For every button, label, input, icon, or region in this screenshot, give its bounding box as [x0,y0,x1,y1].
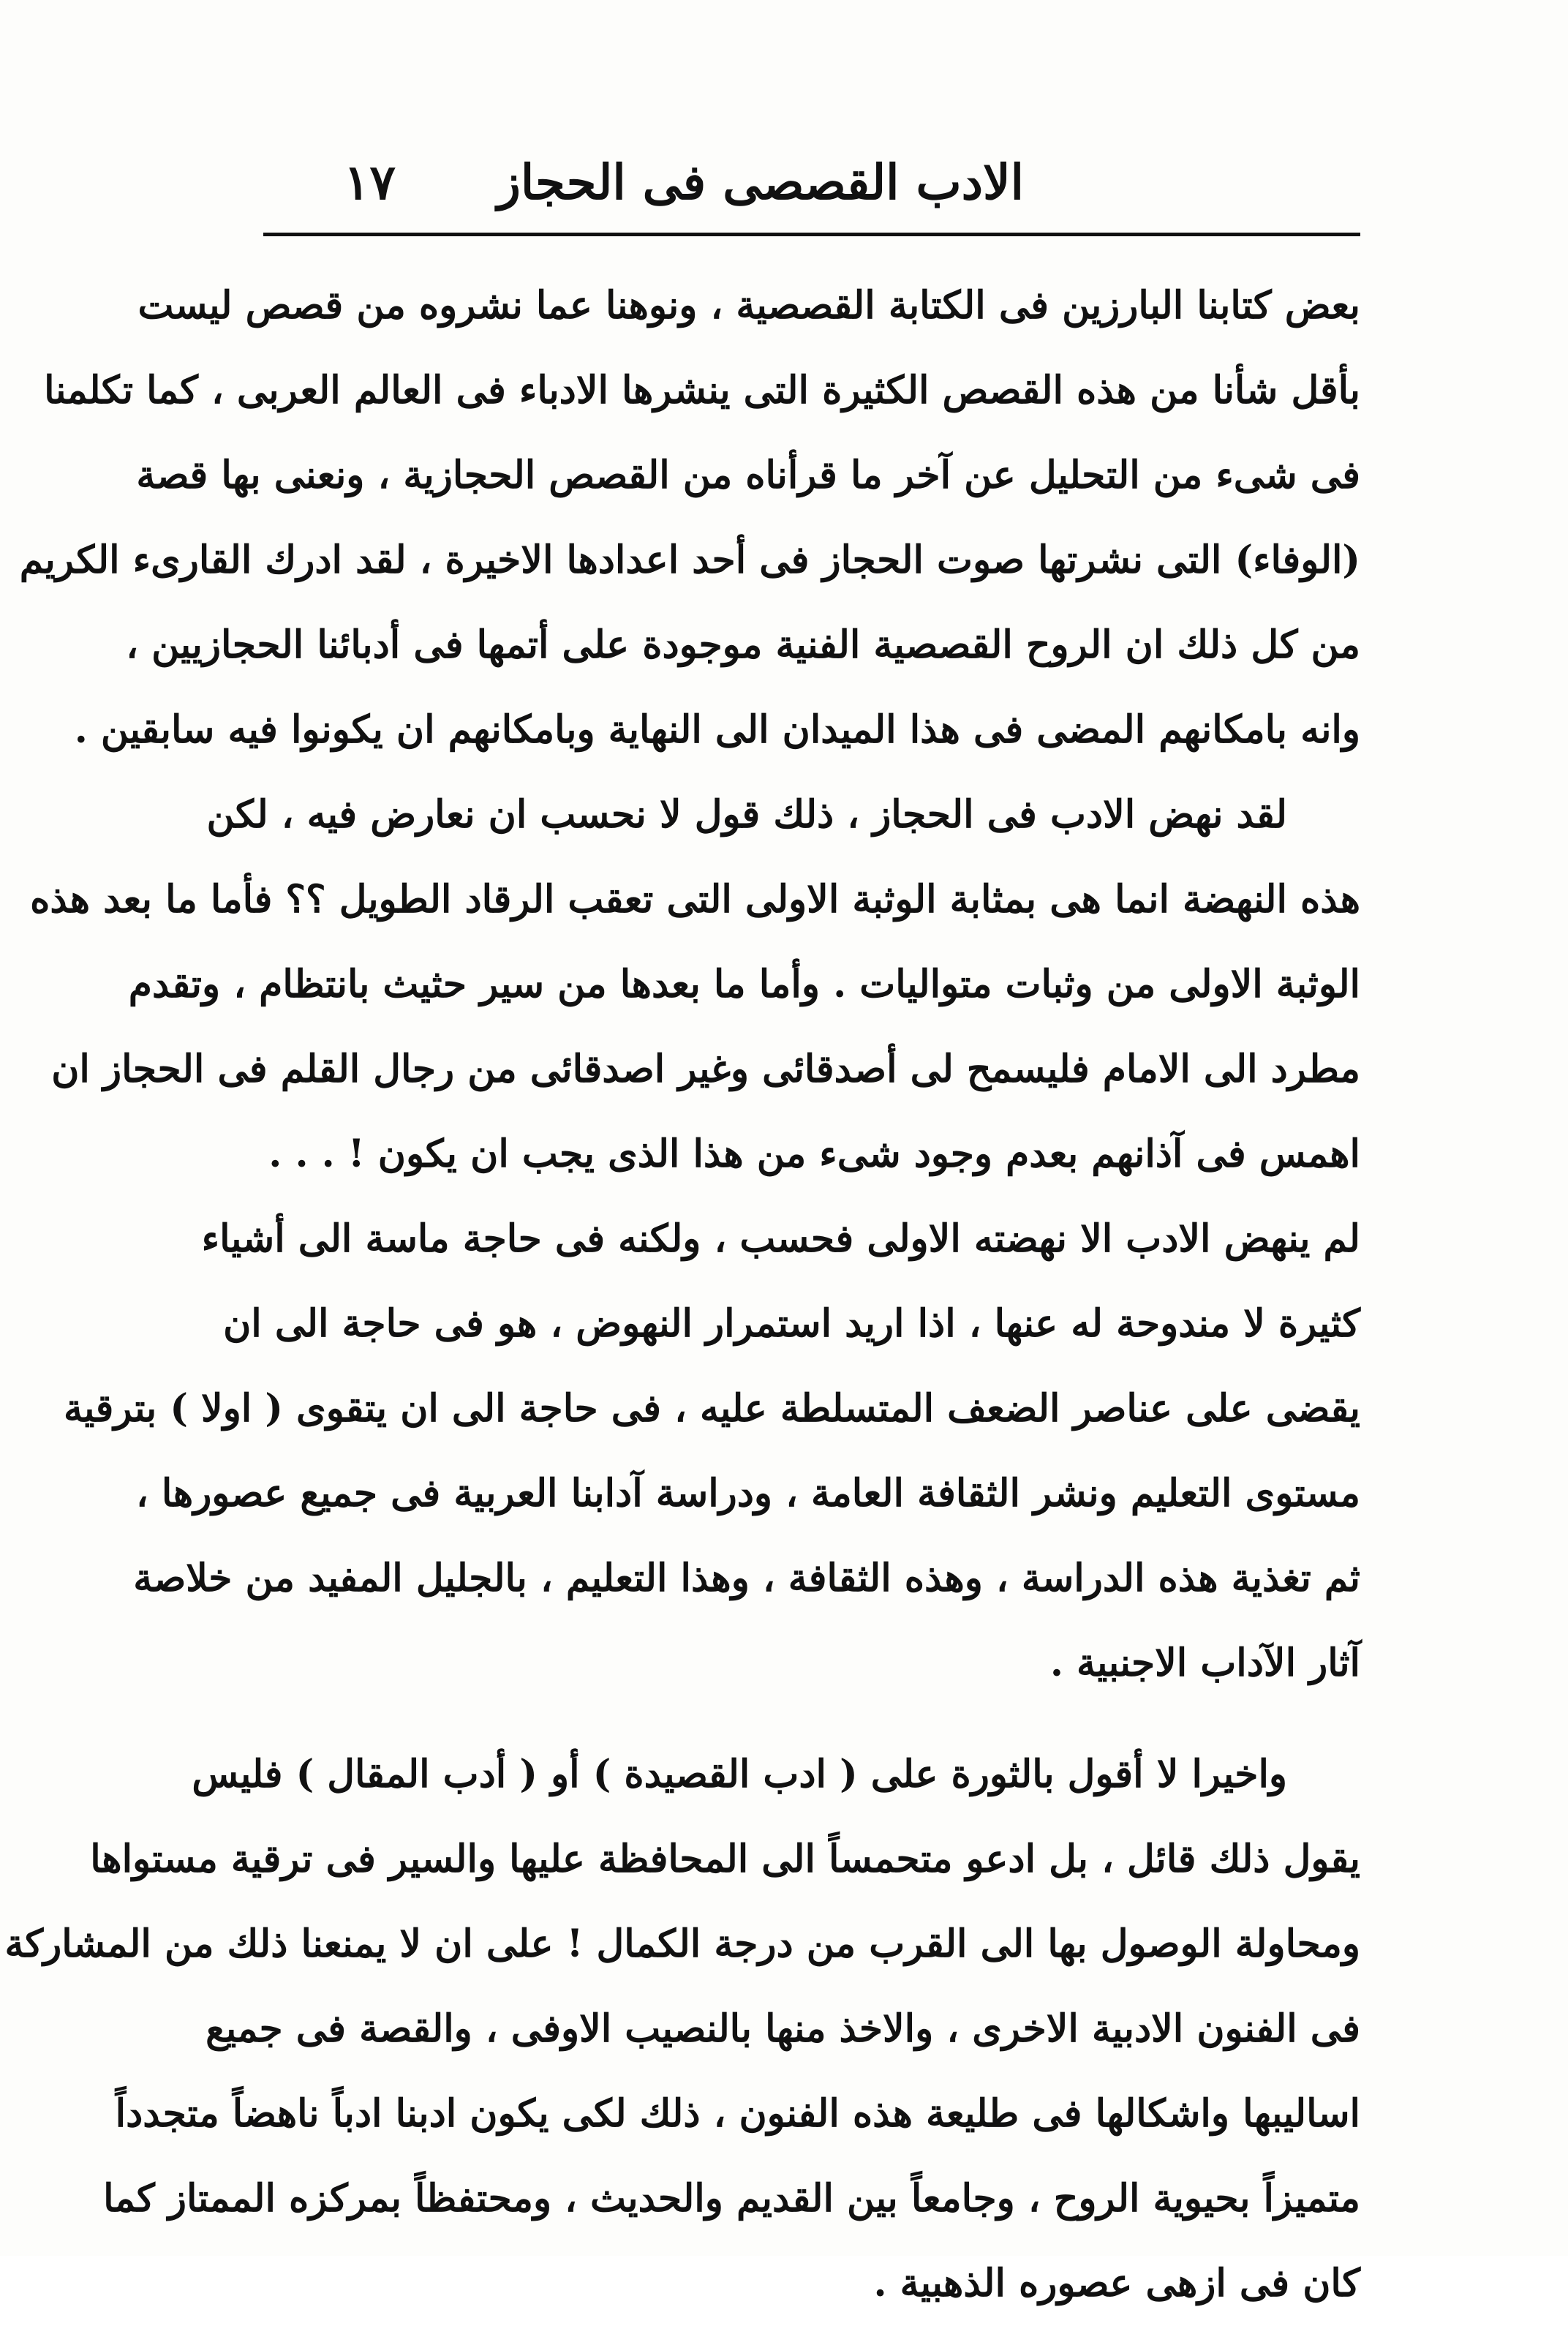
text-line: يقضى على عناصر الضعف المتسلطة عليه ، فى حاجة الى ان يتقوى ( اولا ) بترقية [63,1386,1360,1431]
text-line: كثيرة لا مندوحة له عنها ، اذا اريد استمرار النهوض ، هو فى حاجة الى ان [223,1301,1360,1346]
text-line: مطرد الى الامام فليسمح لى أصدقائى وغير اصدقائى من رجال القلم فى الحجاز ان [51,1047,1360,1091]
paragraph-3 [63,1197,1360,1706]
text-line: فى شىء من التحليل عن آخر ما قرأناه من القصص الحجازية ، ونعنى بها قصة [136,453,1360,497]
text-line: متميزاً بحيوية الروح ، وجامعاً بين القديم والحديث ، ومحتفظاً بمركزه الممتاز كما [103,2176,1360,2221]
text-line: وانه بامكانهم المضى فى هذا الميدان الى النهاية وبامكانهم ان يكونوا فيه سابقين . [74,707,1360,752]
text-line: لم ينهض الادب الا نهضته الاولى فحسب ، ولكنه فى حاجة ماسة الى أشياء [201,1216,1360,1261]
text-line: كان فى ازهى عصوره الذهبية . [873,2261,1360,2306]
paragraph-1 [19,263,1360,772]
body-text [4,263,1360,2326]
text-line: الوثبة الاولى من وثبات متواليات . وأما ما بعدها من سير حثيث بانتظام ، وتقدم [128,962,1360,1006]
running-title: الادب القصصى فى الحجاز [497,154,1024,211]
text-line: اساليبها واشكالها فى طليعة هذه الفنون ، ذلك لكى يكون ادبنا ادباً ناهضاً متجدداً [115,2091,1360,2136]
header-divider [263,233,1360,236]
text-line: ثم تغذية هذه الدراسة ، وهذه الثقافة ، وهذا التعليم ، بالجليل المفيد من خلاصة [133,1556,1360,1600]
text-line: لقد نهض الادب فى الحجاز ، ذلك قول لا نحسب ان نعارض فيه ، لكن [206,792,1287,837]
text-line: مستوى التعليم ونشر الثقافة العامة ، ودراسة آدابنا العربية فى جميع عصورها ، [136,1471,1360,1516]
text-line: ومحاولة الوصول بها الى القرب من درجة الكمال ! على ان لا يمنعنا ذلك من المشاركة [4,1922,1360,1966]
text-line: من كل ذلك ان الروح القصصية الفنية موجودة على أتمها فى أدبائنا الحجازيين ، [126,622,1360,667]
paragraph-spacer [263,1706,1360,1732]
text-line: فى الفنون الادبية الاخرى ، والاخذ منها بالنصيب الاوفى ، والقصة فى جميع [206,2006,1360,2051]
text-line: يقول ذلك قائل ، بل ادعو متحمساً الى المحافظة عليها والسير فى ترقية مستواها [90,1837,1360,1881]
text-line: اهمس فى آذانهم بعدم وجود شىء من هذا الذى يجب ان يكون ! . . . [268,1132,1360,1176]
paragraph-4 [4,1732,1360,2326]
text-line: هذه النهضة انما هى بمثابة الوثبة الاولى التى تعقب الرقاد الطويل ؟؟ فأما ما بعد هذه [30,877,1360,922]
text-line: بعض كتابنا البارزين فى الكتابة القصصية ، ونوهنا عما نشروه من قصص ليست [137,283,1360,328]
page-number: ١٧ [344,154,396,211]
text-line: (الوفاء) التى نشرتها صوت الحجاز فى أحد اعدادها الاخيرة ، لقد ادرك القارىء الكريم [19,538,1360,582]
text-line: آثار الآداب الاجنبية . [1049,1641,1360,1685]
page-header [263,139,1360,219]
text-line: واخيرا لا أقول بالثورة على ( ادب القصيدة ) أو ( أدب المقال ) فليس [192,1752,1287,1796]
text-line: بأقل شأنا من هذه القصص الكثيرة التى ينشرها الادباء فى العالم العربى ، كما تكلمنا [44,368,1360,413]
paragraph-2 [30,772,1360,1197]
